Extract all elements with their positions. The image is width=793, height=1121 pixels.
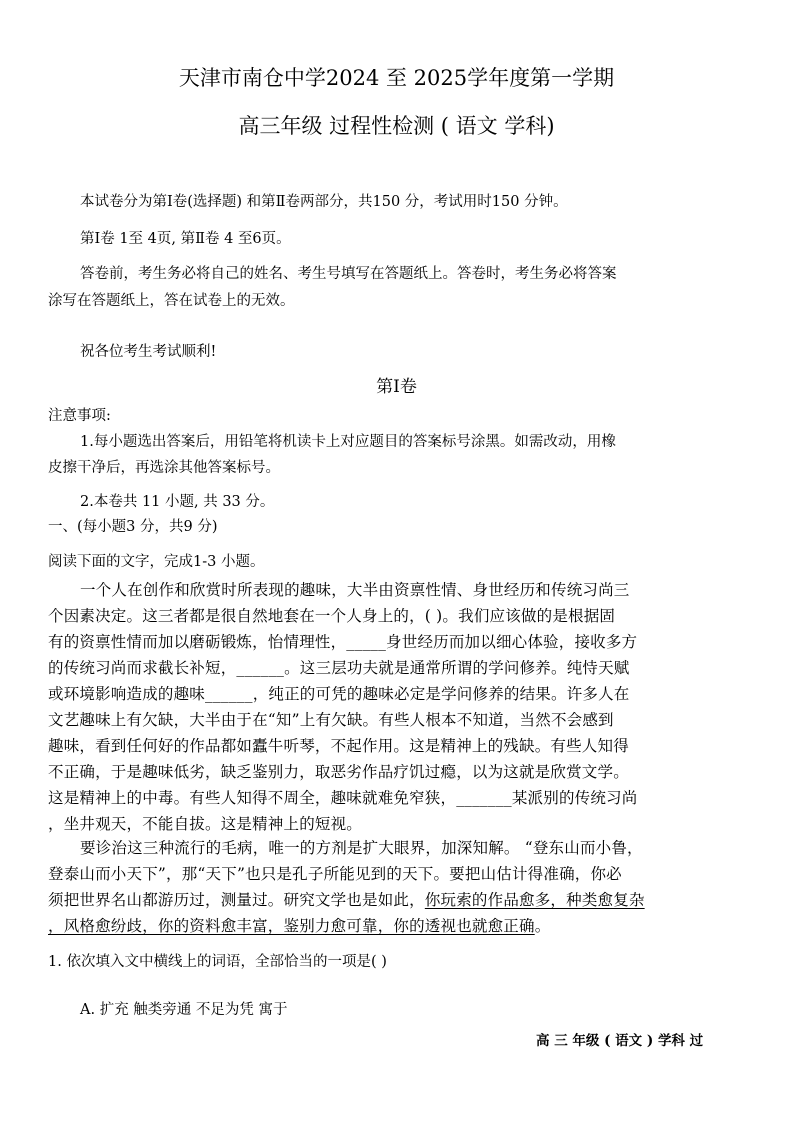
passage-line: 一个人在创作和欣赏时所表现的趣味，大半由资禀性情、身世经历和传统习尚三 (80, 581, 630, 599)
passage-line: 的传统习尚而求截长补短，______。这三层功夫就是通常所谓的学问修养。纯恃天赋 (48, 659, 630, 677)
intro-line-3: 答卷前，考生务必将自己的姓名、考生号填写在答题纸上。答卷时，考生务必将答案 (80, 266, 617, 282)
reading-instruction: 阅读下面的文字，完成1-3 小题。 (48, 554, 265, 570)
note-1-line-a: 1.每小题选出答案后，用铅笔将机读卡上对应题目的答案标号涂黑。如需改动，用橡 (80, 434, 616, 450)
passage-line: 文艺趣味上有欠缺，大半由于在“知”上有欠缺。有些人根本不知道，当然不会感到 (48, 711, 614, 729)
exam-title-line1: 天津市南仓中学2024 至 2025学年度第一学期 (178, 66, 615, 90)
passage-line: 这是精神上的中毒。有些人知得不周全，趣味就难免窄狭，_______某派别的传统习尚 (48, 789, 638, 807)
passage-line: 趣味，看到任何好的作品都如蠹牛听琴，不起作用。这是精神上的残缺。有些人知得 (48, 737, 629, 755)
page-footer: 高 三 年级 ( 语文 ) 学科 过 (536, 1033, 704, 1049)
passage-line-with-underline (48, 914, 550, 936)
note-1-line-b: 皮擦干净后，再选涂其他答案标号。 (48, 460, 280, 476)
underlined-sentence-part-2: ，风格愈纷歧，你的资料愈丰富，鉴别力愈可靠，你的透视也就愈正确 (48, 917, 535, 935)
good-luck-wish: 祝各位考生考试顺利! (80, 344, 217, 360)
passage-line: 或环境影响造成的趣味______，纯正的可凭的趣味必定是学问修养的结果。许多人在 (48, 685, 630, 703)
passage-line: 个因素决定。这三者都是很自然地套在一个人身上的，( )。我们应该做的是根据固 (48, 607, 616, 625)
passage-line: 要诊治这三种流行的毛病，唯一的方剂是扩大眼界，加深知解。 “登东山而小鲁， (80, 839, 643, 857)
question-1-option-a: A. 扩充 触类旁通 不足为凭 寓于 (80, 1002, 288, 1018)
intro-line-2: 第Ⅰ卷 1至 4页, 第Ⅱ卷 4 至6页。 (80, 231, 291, 247)
part-one-heading: 一、(每小题3 分，共9 分) (48, 519, 218, 535)
underlined-sentence-part-1: 你玩索的作品愈多，种类愈复杂 (424, 891, 645, 909)
passage-line: 不正确，于是趣味低劣，缺乏鉴别力，取恶劣作品疗饥过瘾，以为这就是欣赏文学。 (48, 763, 629, 781)
passage-text: 须把世界名山都游历过，测量过。研究文学也是如此， (48, 891, 425, 909)
passage-line-with-underline (48, 888, 645, 910)
note-2: 2.本卷共 11 小题, 共 33 分。 (80, 494, 275, 510)
question-1: 1. 依次填入文中横线上的词语，全部恰当的一项是( ) (48, 954, 387, 970)
passage-line: 登泰山而小天下”，那“天下”也只是孔子所能见到的天下。要把山估计得准确，你必 (48, 865, 622, 883)
intro-line-4: 涂写在答题纸上，答在试卷上的无效。 (48, 293, 295, 309)
notes-label: 注意事项: (48, 408, 111, 424)
section-title: 第Ⅰ卷 (376, 377, 417, 397)
passage-line: ，坐井观天，不能自拔。这是精神上的短视。 (48, 815, 363, 833)
intro-line-1: 本试卷分为第Ⅰ卷(选择题) 和第Ⅱ卷两部分，共150 分，考试用时150 分钟。 (80, 194, 568, 210)
sentence-end-mark: 。 (534, 917, 551, 935)
passage-line: 有的资禀性情而加以磨砺锻炼，怡情理性，_____身世经历而加以细心体验，接收多方 (48, 633, 638, 651)
exam-title-line2: 高三年级 过程性检测 ( 语文 学科) (238, 114, 555, 138)
